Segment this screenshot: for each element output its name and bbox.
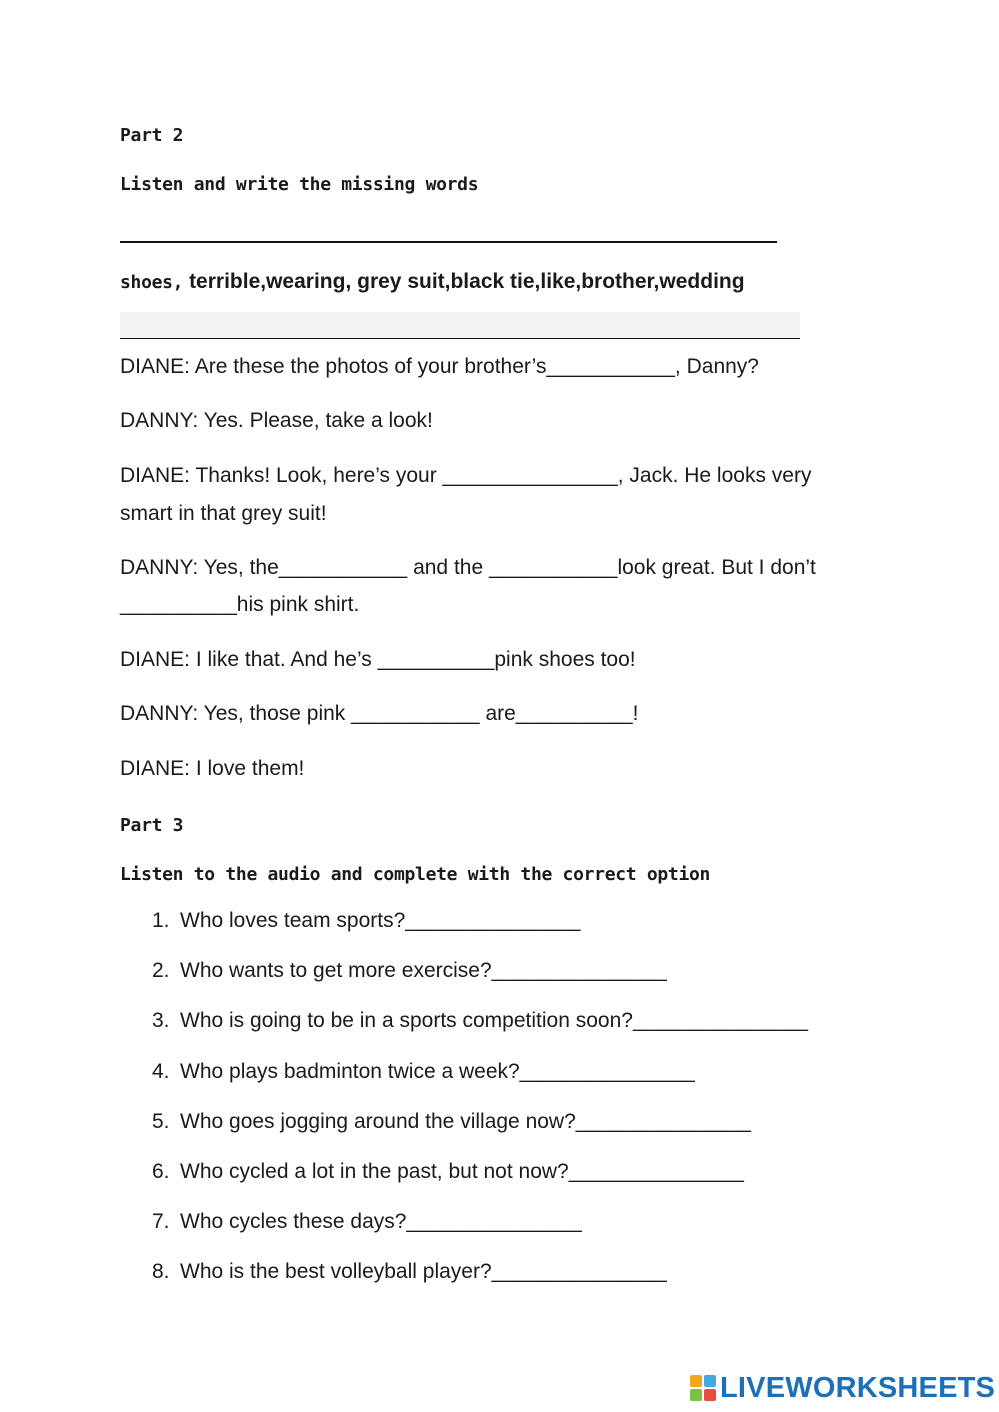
- dialogue-line-5: DIANE: I like that. And he’s __________pink shoes too!: [120, 648, 636, 671]
- dialogue-line-7: DIANE: I love them!: [120, 757, 305, 780]
- liveworksheets-logo[interactable]: [690, 1372, 995, 1404]
- dialogue-line-1: DIANE: Are these the photos of your brother’s___________, Danny?: [120, 355, 759, 378]
- question-item: [120, 1258, 808, 1308]
- logo-square-v: [690, 1389, 702, 1401]
- question-number: 5.: [152, 1109, 170, 1133]
- word-bank: [120, 270, 745, 294]
- question-number: 4.: [152, 1059, 170, 1083]
- question-list: [120, 907, 808, 1309]
- dialogue-line-2: DANNY: Yes. Please, take a look!: [120, 409, 433, 432]
- dialogue-line-6: DANNY: Yes, those pink ___________ are__________!: [120, 702, 639, 725]
- question-number: 1.: [152, 909, 170, 932]
- question-text: Who loves team sports?_______________: [180, 909, 581, 932]
- dialogue-line-3b: smart in that grey suit!: [120, 502, 327, 525]
- word-bank-first: shoes,: [120, 272, 184, 293]
- logo-square-i: [704, 1375, 716, 1387]
- question-item: [120, 957, 808, 1007]
- dialogue-line-4: DANNY: Yes, the___________ and the ___________look great. But I don’t: [120, 556, 816, 579]
- divider-bottom: [120, 338, 800, 339]
- part2-title: Part 2: [120, 125, 184, 146]
- question-text: Who cycled a lot in the past, but not now?_______________: [180, 1159, 744, 1183]
- question-number: 6.: [152, 1159, 170, 1183]
- part2-instruction: Listen and write the missing words: [120, 174, 479, 195]
- question-text: Who goes jogging around the village now?_______________: [180, 1109, 751, 1133]
- logo-squares-icon: [690, 1375, 716, 1401]
- question-number: 3.: [152, 1009, 170, 1033]
- dialogue-line-3: DIANE: Thanks! Look, here’s your _______________, Jack. He looks very: [120, 464, 812, 487]
- question-item: [120, 1208, 808, 1258]
- logo-square-l: [690, 1375, 702, 1387]
- word-bank-shade: [120, 312, 800, 338]
- question-item: [120, 1108, 808, 1158]
- question-text: Who is the best volleyball player?_______________: [180, 1260, 667, 1284]
- question-item: [120, 1058, 808, 1108]
- question-item: [120, 907, 808, 957]
- question-text: Who plays badminton twice a week?_______________: [180, 1059, 695, 1083]
- question-text: Who cycles these days?_______________: [180, 1210, 582, 1234]
- question-text: Who wants to get more exercise?_______________: [180, 959, 667, 983]
- question-number: 2.: [152, 959, 170, 983]
- dialogue-line-4b: __________his pink shirt.: [120, 593, 360, 616]
- question-number: 7.: [152, 1210, 170, 1234]
- question-number: 8.: [152, 1260, 170, 1284]
- question-item: [120, 1007, 808, 1057]
- part3-title: Part 3: [120, 815, 184, 836]
- logo-square-e: [704, 1389, 716, 1401]
- logo-text: LIVEWORKSHEETS: [720, 1371, 996, 1404]
- part3-instruction: Listen to the audio and complete with the correct option: [120, 864, 711, 885]
- question-item: [120, 1158, 808, 1208]
- word-bank-rest: terrible,wearing, grey suit,black tie,like,brother,wedding: [183, 270, 745, 293]
- divider-top: [120, 241, 777, 243]
- question-text: Who is going to be in a sports competition soon?_______________: [180, 1009, 809, 1033]
